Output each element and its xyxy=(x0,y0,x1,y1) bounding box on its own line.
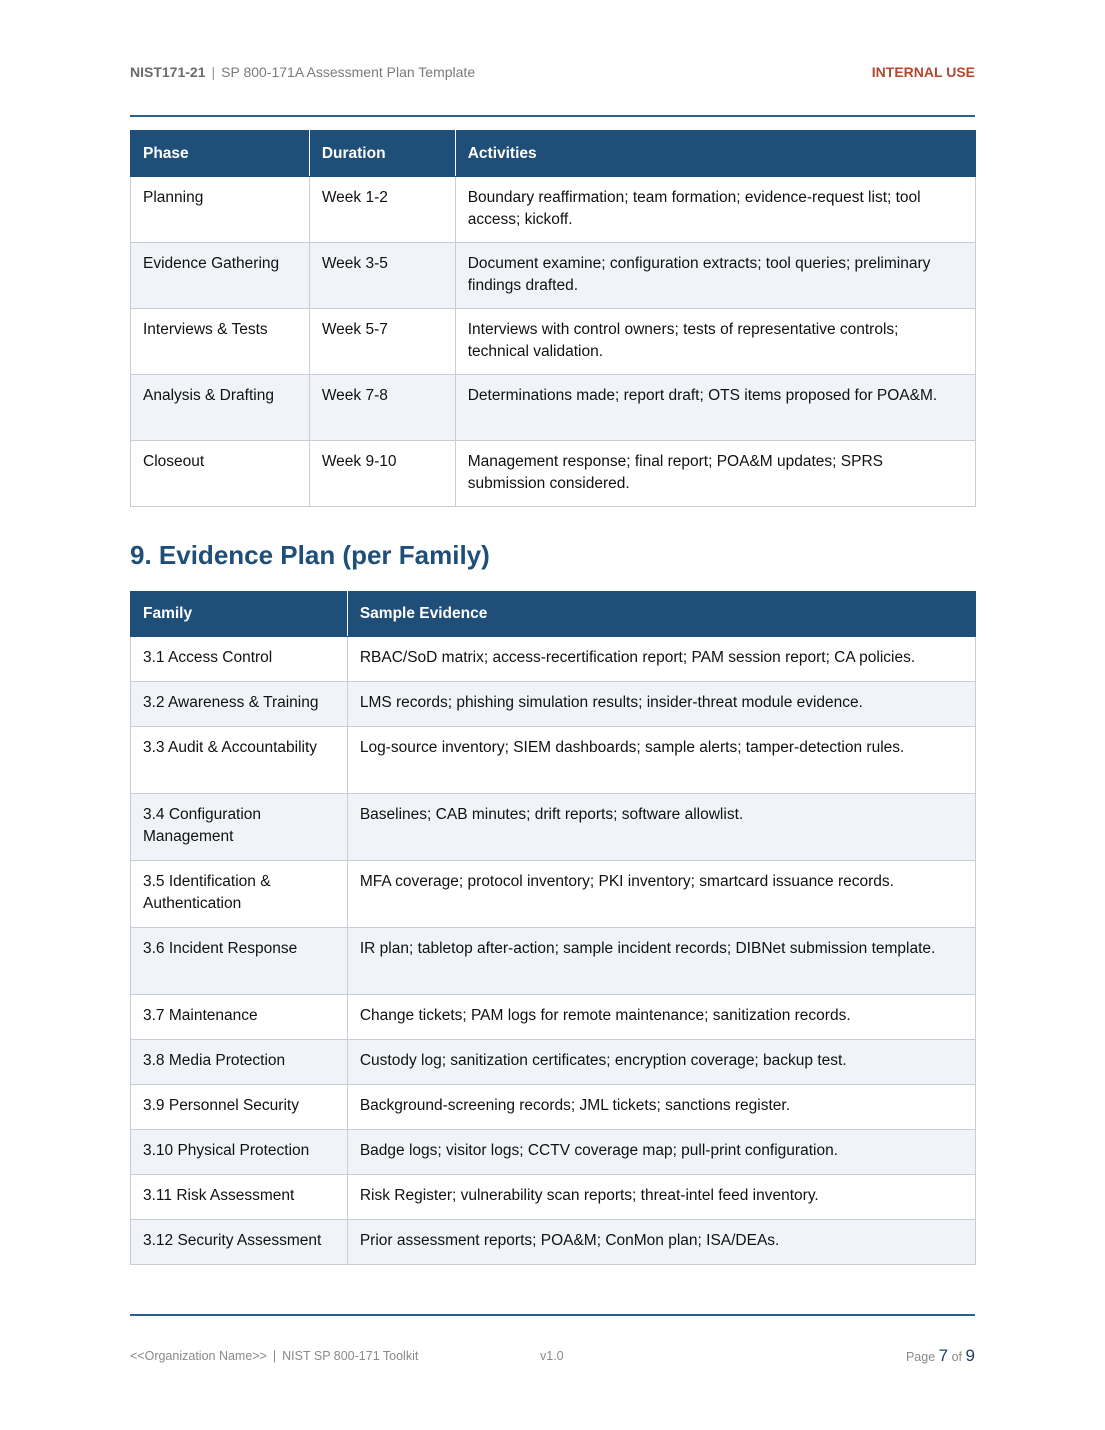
doc-title: SP 800-171A Assessment Plan Template xyxy=(221,64,476,80)
activities-cell: Determinations made; report draft; OTS items proposed for POA&M. xyxy=(455,375,975,441)
organization-name: <<Organization Name>> xyxy=(130,1349,267,1363)
column-header-family: Family xyxy=(131,592,348,637)
phase-cell: Analysis & Drafting xyxy=(131,375,310,441)
column-header-duration: Duration xyxy=(309,131,455,177)
page-current: 7 xyxy=(938,1346,949,1365)
table-row xyxy=(131,794,976,861)
family-cell: 3.10 Physical Protection xyxy=(131,1130,348,1175)
evidence-cell: Badge logs; visitor logs; CCTV coverage map; pull-print configuration. xyxy=(347,1130,975,1175)
family-cell: 3.8 Media Protection xyxy=(131,1040,348,1085)
phase-cell: Interviews & Tests xyxy=(131,309,310,375)
table-row xyxy=(131,1175,976,1220)
activities-cell: Boundary reaffirmation; team formation; evidence-request list; tool access; kickoff. xyxy=(455,177,975,243)
phase-table-header-row xyxy=(131,131,976,177)
evidence-table-header-row xyxy=(131,592,976,637)
evidence-cell: Baselines; CAB minutes; drift reports; software allowlist. xyxy=(347,794,975,861)
duration-cell: Week 5-7 xyxy=(309,309,455,375)
evidence-cell: IR plan; tabletop after-action; sample incident records; DIBNet submission template. xyxy=(347,928,975,995)
table-row xyxy=(131,177,976,243)
page-word: Page xyxy=(905,1350,936,1364)
of-word: of xyxy=(951,1350,963,1364)
header-divider xyxy=(130,115,975,117)
family-cell: 3.7 Maintenance xyxy=(131,995,348,1040)
evidence-cell: Prior assessment reports; POA&M; ConMon plan; ISA/DEAs. xyxy=(347,1220,975,1265)
footer-left xyxy=(130,1349,418,1363)
activities-cell: Interviews with control owners; tests of representative controls; technical validation. xyxy=(455,309,975,375)
column-header-sample-evidence: Sample Evidence xyxy=(347,592,975,637)
table-row xyxy=(131,243,976,309)
evidence-cell: MFA coverage; protocol inventory; PKI inventory; smartcard issuance records. xyxy=(347,861,975,928)
evidence-cell: Risk Register; vulnerability scan reports; threat-intel feed inventory. xyxy=(347,1175,975,1220)
evidence-cell: LMS records; phishing simulation results; insider-threat module evidence. xyxy=(347,682,975,727)
evidence-cell: Custody log; sanitization certificates; encryption coverage; backup test. xyxy=(347,1040,975,1085)
evidence-cell: Change tickets; PAM logs for remote maintenance; sanitization records. xyxy=(347,995,975,1040)
column-header-activities: Activities xyxy=(455,131,975,177)
evidence-cell: Background-screening records; JML tickets; sanctions register. xyxy=(347,1085,975,1130)
table-row xyxy=(131,309,976,375)
family-cell: 3.4 Configuration Management xyxy=(131,794,348,861)
header-left xyxy=(130,64,475,80)
table-row xyxy=(131,375,976,441)
table-row xyxy=(131,441,976,507)
footer-divider xyxy=(130,1314,975,1316)
table-row xyxy=(131,861,976,928)
evidence-cell: RBAC/SoD matrix; access-recertification report; PAM session report; CA policies. xyxy=(347,637,975,682)
page-number xyxy=(906,1346,975,1366)
table-row xyxy=(131,727,976,794)
table-row xyxy=(131,637,976,682)
evidence-table xyxy=(130,591,976,1265)
column-header-phase: Phase xyxy=(131,131,310,177)
table-row xyxy=(131,1085,976,1130)
table-row xyxy=(131,1220,976,1265)
family-cell: 3.9 Personnel Security xyxy=(131,1085,348,1130)
table-row xyxy=(131,928,976,995)
table-row xyxy=(131,995,976,1040)
phase-cell: Closeout xyxy=(131,441,310,507)
doc-code: NIST171-21 xyxy=(130,64,206,80)
toolkit-name: NIST SP 800-171 Toolkit xyxy=(282,1349,419,1363)
page-footer xyxy=(130,1346,975,1368)
evidence-cell: Log-source inventory; SIEM dashboards; sample alerts; tamper-detection rules. xyxy=(347,727,975,794)
duration-cell: Week 3-5 xyxy=(309,243,455,309)
duration-cell: Week 1-2 xyxy=(309,177,455,243)
family-cell: 3.2 Awareness & Training xyxy=(131,682,348,727)
activities-cell: Document examine; configuration extracts; tool queries; preliminary findings drafted. xyxy=(455,243,975,309)
page-total: 9 xyxy=(965,1346,975,1365)
page-header xyxy=(130,64,975,84)
family-cell: 3.6 Incident Response xyxy=(131,928,348,995)
table-row xyxy=(131,1130,976,1175)
family-cell: 3.11 Risk Assessment xyxy=(131,1175,348,1220)
family-cell: 3.3 Audit & Accountability xyxy=(131,727,348,794)
phase-cell: Evidence Gathering xyxy=(131,243,310,309)
duration-cell: Week 9-10 xyxy=(309,441,455,507)
table-row xyxy=(131,1040,976,1085)
family-cell: 3.1 Access Control xyxy=(131,637,348,682)
version-label: v1.0 xyxy=(540,1349,564,1363)
footer-separator: | xyxy=(272,1349,277,1363)
activities-cell: Management response; final report; POA&M updates; SPRS submission considered. xyxy=(455,441,975,507)
duration-cell: Week 7-8 xyxy=(309,375,455,441)
section-heading: 9. Evidence Plan (per Family) xyxy=(130,540,490,570)
classification-label: INTERNAL USE xyxy=(871,64,975,80)
phase-table xyxy=(130,130,976,507)
table-row xyxy=(131,682,976,727)
family-cell: 3.12 Security Assessment xyxy=(131,1220,348,1265)
phase-cell: Planning xyxy=(131,177,310,243)
header-separator: | xyxy=(211,64,216,80)
family-cell: 3.5 Identification & Authentication xyxy=(131,861,348,928)
